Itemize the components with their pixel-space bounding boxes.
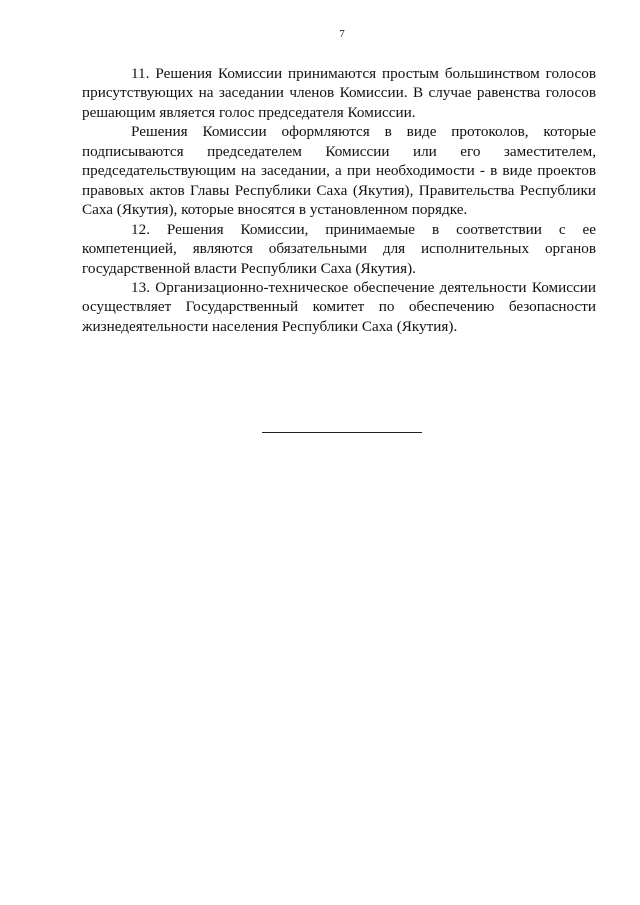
paragraph-13	[82, 278, 596, 336]
end-of-document-rule	[262, 432, 422, 433]
text-line: 13. Организационно-техническое обеспечение деятельности Комиссии	[131, 278, 596, 296]
text-line: решающим является голос председателя Комиссии.	[82, 103, 416, 121]
paragraph-12	[82, 220, 596, 278]
paragraph-11	[82, 64, 596, 122]
text-line: присутствующих на заседании членов Комиссии. В случае равенства голосов	[82, 84, 596, 102]
text-line: правовых актов Главы Республики Саха (Якутия), Правительства Республики	[82, 181, 596, 199]
document-body	[82, 64, 596, 336]
text-line: 12. Решения Комиссии, принимаемые в соответствии с ее	[131, 220, 596, 238]
text-line: 11. Решения Комиссии принимаются простым большинством голосов	[131, 65, 596, 82]
text-line: компетенцией, являются обязательными для исполнительных органов	[82, 240, 596, 258]
text-line: Саха (Якутия), которые вносятся в установленном порядке.	[82, 201, 468, 219]
page-number: 7	[339, 28, 345, 40]
paragraph-protocols	[82, 122, 596, 219]
text-line: жизнедеятельности населения Республики Саха (Якутия).	[82, 317, 458, 335]
text-line: Решения Комиссии оформляются в виде протоколов, которые	[131, 123, 596, 141]
text-line: государственной власти Республики Саха (Якутия).	[82, 259, 416, 277]
text-line: председательствующим на заседании, а при необходимости - в виде проектов	[82, 162, 596, 180]
text-line: осуществляет Государственный комитет по обеспечению безопасности	[82, 298, 596, 316]
text-line: подписываются председателем Комиссии или его заместителем,	[82, 142, 596, 160]
